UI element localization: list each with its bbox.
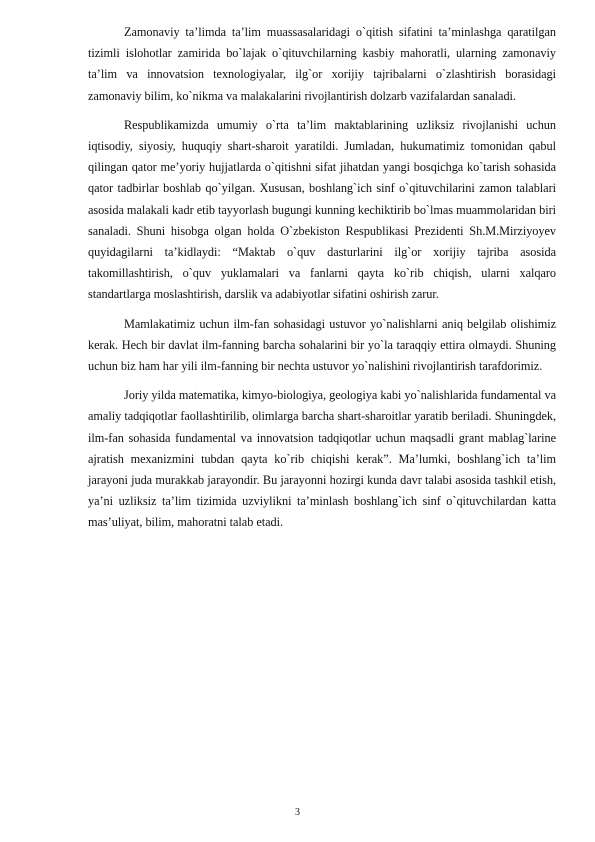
- document-page: [88, 22, 556, 542]
- page-number: 3: [295, 807, 300, 818]
- paragraph: Zamonaviy ta’limda ta’lim muassasalaridagi o`qitish sifatini ta’minlashga qaratilgan tizimli islohotlar zamirida bo`lajak o`qituvchilarning kasbiy mahoratli, ularning zamonaviy ta’lim va innovatsion texnologiyalar, ilg`or xorijiy tajribalarni o`zlashtirish borasidagi zamonaviy bilim, ko`nikma va malakalarini rivojlantirish dolzarb vazifalardan sanaladi.: [88, 25, 556, 103]
- paragraph: Mamlakatimiz uchun ilm-fan sohasidagi ustuvor yo`nalishlarni aniq belgilab olishimiz kerak. Hech bir davlat ilm-fanning barcha sohalarini bir yo`la taraqqiy ettira olmaydi. Shuning uchun biz ham har yili ilm-fanning bir nechta ustuvor yo`nalishini rivojlantirish tarafdorimiz.: [88, 316, 556, 374]
- paragraph: Joriy yilda matematika, kimyo-biologiya, geologiya kabi yo`nalishlarida fundamental va amaliy tadqiqotlar faollashtirilib, olimlarga barcha shart-sharoitlar yaratib beriladi. Shuningdek, ilm-fan sohasida fundamental va innovatsion tadqiqotlar uchun maqsadli grant mablag`larine ajratish mexanizmini tubdan qayta ko`rib chiqishi kerak”. Ma’lumki, boshlang`ich ta’lim jarayoni juda murakkab jarayondir. Bu jarayonni hozirgi kunda davr talabi asosida tashkil etish, ya’ni uzliksiz ta’lim tizimida uzviylikni ta’minlash boshlang`ich sinf o`qituvchilardan katta mas’uliyat, bilim, mahoratni talab etadi.: [88, 388, 556, 530]
- paragraph: Respublikamizda umumiy o`rta ta’lim maktablarining uzliksiz rivojlanishi uchun iqtisodiy, siyosiy, huquqiy shart-sharoit yaratildi. Jumladan, hukumatimiz tomonidan qabul qilingan qator me’yoriy hujjatlarda o`qitishni sifat jihatdan yangi bosqichga ko`tarish sohasida qator tadbirlar boshlab qo`yilgan. Xususan, boshlang`ich sinf o`qituvchilarini zamon talablari asosida malakali kadr etib tayyorlash bugungi kunning kechiktirib bo`lmas muammolaridan biri sanaladi. Shuni hisobga olgan holda O`zbekiston Respublikasi Prezidenti Sh.M.Mirziyoyev quyidagilarni ta’kidlaydi: “Maktab o`quv dasturlarini ilg`or xorijiy tajriba asosida takomillashtirish, o`quv yuklamalari va fanlarni qayta ko`rib chiqish, ularni xalqaro standartlarga moslashtirish, darslik va adabiyotlar sifatini oshirish zarur.: [88, 117, 556, 302]
